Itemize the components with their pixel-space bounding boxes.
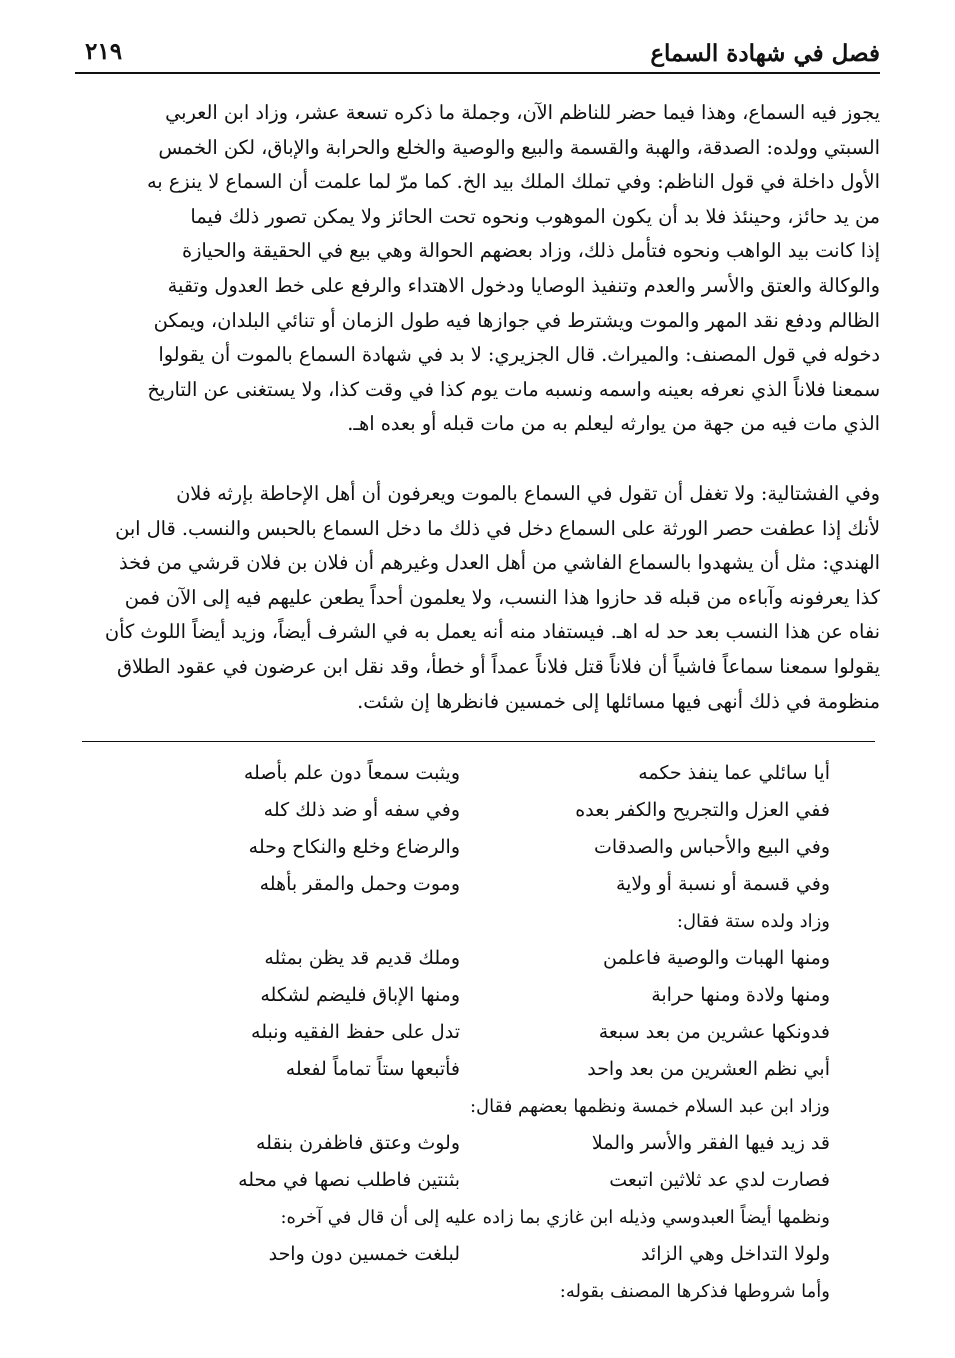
verse-first-hemistich: وفي قسمة أو نسبة أو ولاية (615, 873, 830, 895)
running-title: فصل في شهادة السماع (650, 40, 880, 67)
text-line: من يد حائز، وحينئذ فلا بد أن يكون الموهوب ونحوه تحت الحائز ولا يمكن تصور ذلك فيما (190, 204, 880, 228)
verse-second-hemistich: ولوث وعتق فاظفرن بنقله (255, 1132, 460, 1154)
verse-second-hemistich: وموت وحمل والمقر بأهله (259, 873, 460, 895)
text-line: يجوز فيه السماع، وهذا فيما حضر للناظم الآن، وجملة ما ذكره تسعة عشر، وزاد ابن العربي (165, 101, 880, 124)
poem-section (115, 755, 830, 1310)
prose-line (115, 1199, 830, 1236)
verse (115, 1236, 830, 1273)
text-line: سمعنا فلاناً الذي نعرفه بعينه واسمه ونسبه مات يوم كذا في وقت كذا، ولا يستغنى عن التاريخ (147, 377, 880, 401)
verse-second-hemistich: وفي سفه أو ضد ذلك كله (263, 799, 460, 821)
verse-second-hemistich: والرضاع وخلع والنكاح وحله (248, 836, 460, 858)
text-line: وفي الفشتالية: ولا تغفل أن تقول في السماع بالموت ويعرفون أن أهل الإحاطة بإرثه فلان (176, 482, 880, 505)
verse-second-hemistich: لبلغت خمسين دون واحد (268, 1243, 460, 1265)
verse-first-hemistich: وفي البيع والأحباس والصدقات (593, 836, 830, 858)
verse (115, 829, 830, 866)
text-line: يقولوا سمعنا سماعاً فاشياً أن فلاناً قتل فلاناً عمداً أو خطأ، وقد نقل ابن عرضون في عقود الطلاق (117, 654, 880, 678)
prose-line (115, 1088, 830, 1125)
text-line: كذا يعرفونه وآباءه من قبله قد حازوا هذا النسب، ولا يعلمون أحداً يطعن عليهم فيه إلى الآن فمن (124, 585, 880, 609)
text-line: نفاه عن هذا النسب بعد حد له اهـ. فيستفاد منه أنه يعمل به في الشرف أيضاً، وزيد أيضاً اللوث كأن (104, 620, 880, 644)
verse (115, 1051, 830, 1088)
paragraph-2 (75, 477, 880, 719)
verse-second-hemistich: وملك قديم قد يظن بمثله (264, 947, 460, 969)
verse-first-hemistich: فدونكها عشرين من بعد سبعة (598, 1021, 830, 1043)
verse-first-hemistich: ومنها ولادة ومنها حرابة (651, 984, 830, 1006)
verse (115, 1014, 830, 1051)
verse (115, 755, 830, 792)
verse-first-hemistich: قد زيد فيها الفقر والأسر والملا (591, 1132, 830, 1154)
verse (115, 1162, 830, 1199)
text-line: الظالم ودفع نقد المهر والموت ويشترط في جوازها فيه طول الزمان أو تنائي البلدان، ويمكن (153, 308, 880, 332)
prose-line (115, 903, 830, 940)
text-line: دخوله في قول المصنف: والميراث. قال الجزيري: لا بد في شهادة السماع بالموت أن يقولوا (158, 343, 880, 367)
verse-first-hemistich: ففي العزل والتجريح والكفر بعده (575, 799, 830, 821)
intro-line: وزاد ابن عبد السلام خمسة ونظمها بعضهم فقال: (469, 1096, 830, 1117)
page-header (75, 28, 880, 74)
verse-first-hemistich: أيا سائلي عما ينفذ حكمه (638, 762, 830, 784)
text-line: والوكالة والعتق والأسر والعدم وتنفيذ الوصايا ودخول الاهتداء والرفع على خط العدول وتقية (167, 273, 880, 297)
verse (115, 792, 830, 829)
intro-line: وزاد ولده ستة فقال: (676, 911, 830, 932)
text-line: إذا كانت بيد الواهب ونحوه فتأمل ذلك، وزاد بعضهم الحوالة وهي بيع في الحقيقة والحيازة (182, 239, 880, 263)
verse-first-hemistich: فصارت لدي عد ثلاثين اتبعت (609, 1169, 830, 1191)
paragraph-1 (75, 96, 880, 442)
intro-line: ونظمها أيضاً العبدوسي وذيله ابن غازي بما زاده عليه إلى أن قال في آخره: (280, 1207, 830, 1228)
prose-line (115, 1273, 830, 1310)
text-line: الهندي: مثل أن يشهدوا بالسماع الفاشي من أهل العدل وغيرهم أن فلان بن فلان قرشي من فخذ (119, 551, 880, 575)
header-rule (75, 72, 880, 74)
verse (115, 866, 830, 903)
verse (115, 977, 830, 1014)
verse-second-hemistich: تدل على حفظ الفقيه ونبله (251, 1021, 460, 1043)
verse-second-hemistich: ويثبت سمعاً دون علم بأصله (243, 762, 460, 784)
closing-line: وأما شروطها فذكرها المصنف بقوله: (559, 1281, 830, 1302)
verse-first-hemistich: ولولا التداخل وهي الزائد (640, 1243, 830, 1265)
text-line: السبتي وولده: الصدقة، والهبة والقسمة والبيع والوصية والخلع والحرابة والإباق، لكن الخمس (158, 135, 880, 159)
verse (115, 940, 830, 977)
verse-second-hemistich: ومنها الإباق فليضم لشكله (260, 984, 460, 1006)
verse-second-hemistich: فأتبعها ستاً تماماً لفعله (285, 1058, 460, 1080)
text-line: الأول داخلة في قول الناظم: وفي تملك الملك بيد الخ. كما مرّ لما علمت أن السماع لا ينزع به (146, 170, 880, 194)
verse-second-hemistich: بثنتين فاطلب نصها في محله (238, 1169, 460, 1191)
verse-first-hemistich: ومنها الهبات والوصية فاعلمن (602, 947, 830, 969)
verse (115, 1125, 830, 1162)
page-number: ٢١٩ (85, 38, 123, 65)
text-line: منظومة في ذلك أنهى فيها مسائلها إلى خمسين فانظرها إن شئت. (357, 689, 880, 713)
text-line: الذي مات فيه من جهة من يوارثه ليعلم به من مات قبله أو بعده اهـ. (347, 412, 880, 436)
section-divider (82, 741, 875, 742)
verse-first-hemistich: أبي نظم العشرين من بعد واحد (587, 1058, 830, 1080)
text-line: لأنك إذا عطفت حصر الورثة على السماع دخل في ذلك ما دخل السماع بالحبس والنسب. قال ابن (115, 516, 880, 540)
